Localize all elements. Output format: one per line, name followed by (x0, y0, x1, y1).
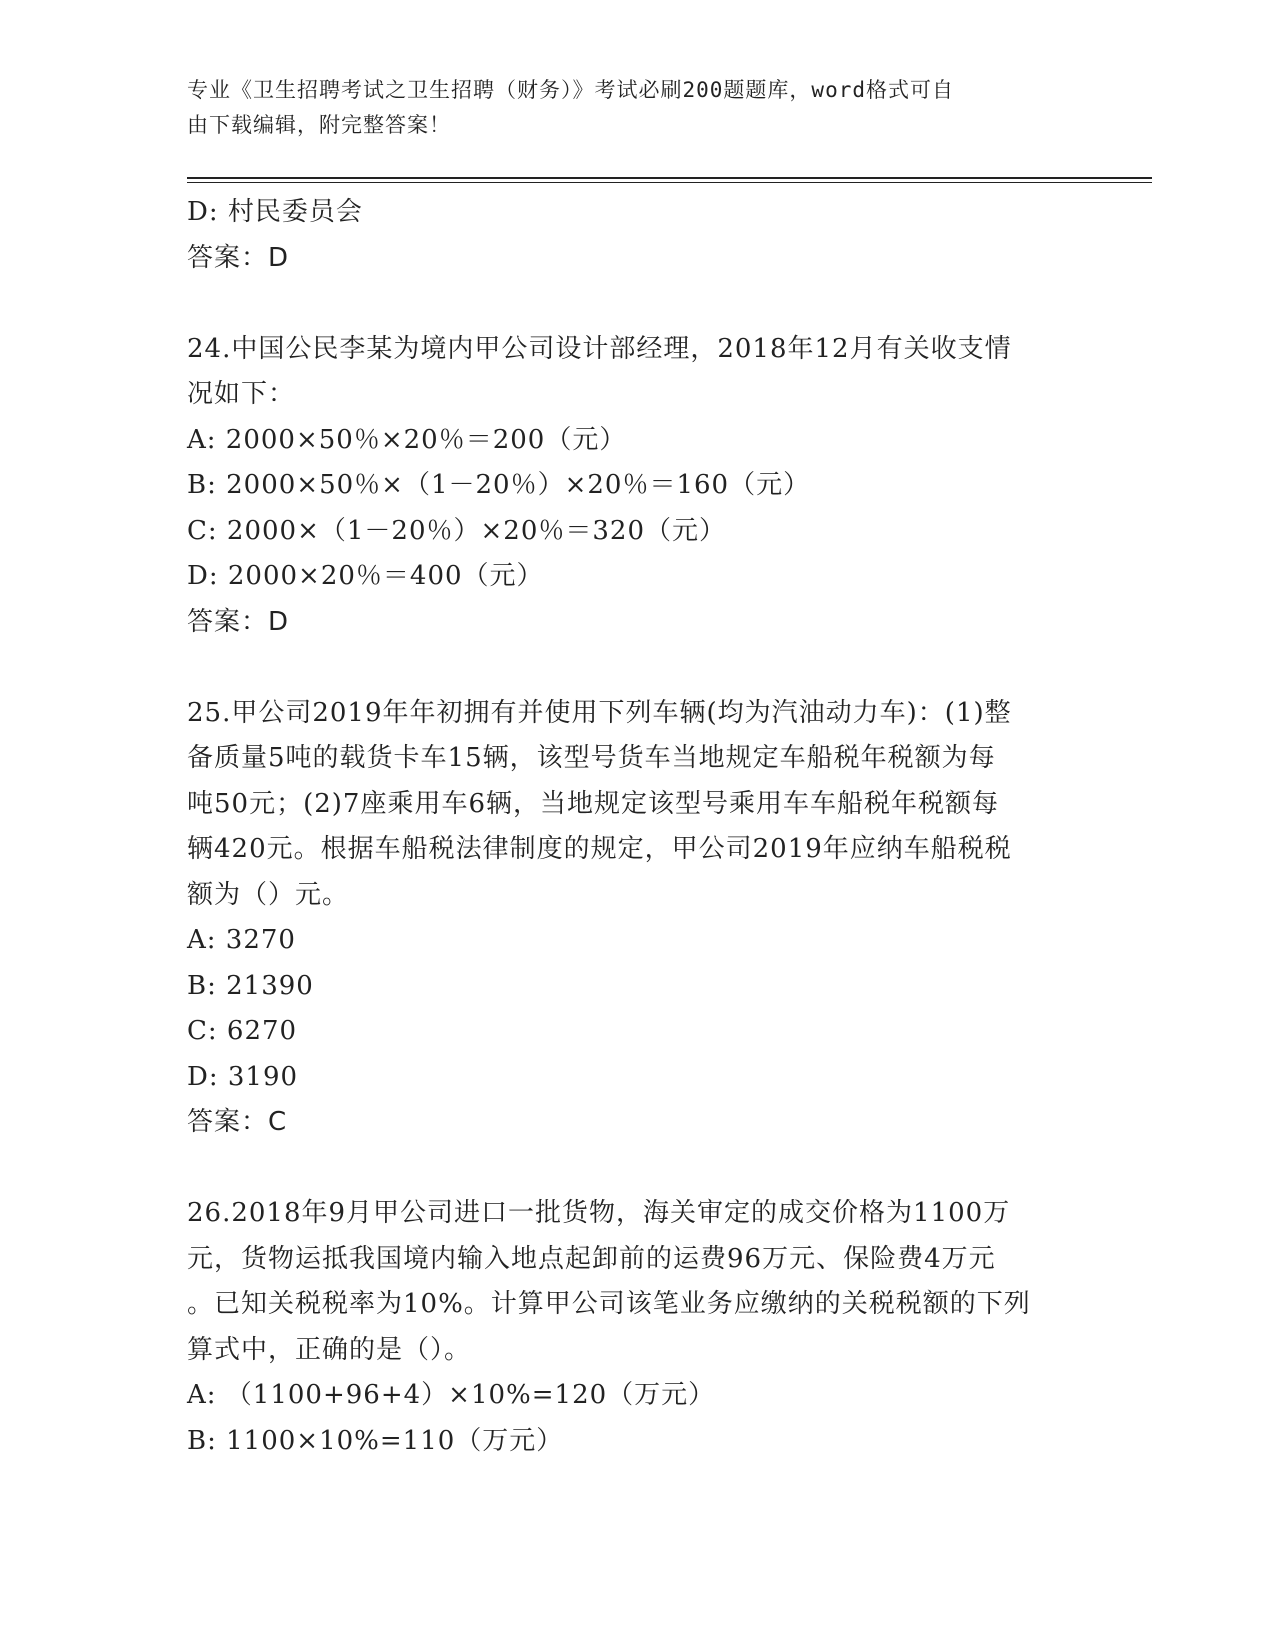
header-divider-thin (187, 182, 1152, 183)
option-c: C: 2000×（1－20％）×20％＝320（元） (187, 515, 726, 546)
question-stem-line: 24.中国公民李某为境内甲公司设计部经理，2018年12月有关收支情 (187, 333, 1012, 364)
prev-question-tail (187, 190, 1087, 281)
question-stem-line: 算式中，正确的是（）。 (187, 1334, 472, 1365)
option-a: A: 3270 (187, 925, 296, 955)
option-d: D: 3190 (187, 1061, 299, 1092)
header-line-2: 由下载编辑，附完整答案！ (187, 113, 451, 137)
question-stem-line: 25.甲公司2019年年初拥有并使用下列车辆(均为汽油动力车)：(1)整 (187, 697, 1012, 728)
answer-line: 答案：C (187, 1107, 288, 1137)
question-25 (187, 691, 1087, 1146)
question-stem-line: 。已知关税税率为10%。计算甲公司该笔业务应缴纳的关税税额的下列 (187, 1289, 1031, 1319)
question-26 (187, 1191, 1087, 1464)
question-stem-line: 26.2018年9月甲公司进口一批货物，海关审定的成交价格为1100万 (187, 1198, 1011, 1228)
question-stem-line: 备质量5吨的载货卡车15辆，该型号货车当地规定车船税年税额为每 (187, 743, 996, 773)
option-a: A: （1100+96+4）×10%=120（万元） (187, 1380, 716, 1410)
question-list (187, 190, 1087, 1464)
header-divider (187, 177, 1152, 179)
option-d: D: 村民委员会 (187, 197, 363, 227)
header-line-1: 专业《卫生招聘考试之卫生招聘（财务）》考试必刷200题题库，word格式可自 (187, 78, 954, 102)
option-a: A: 2000×50％×20％＝200（元） (187, 424, 627, 455)
question-stem-line: 吨50元；(2)7座乘用车6辆，当地规定该型号乘用车车船税年税额每 (187, 788, 999, 819)
document-header (187, 73, 1087, 143)
option-b: B: 21390 (187, 970, 314, 1001)
question-24 (187, 327, 1087, 646)
option-b: B: 1100×10%=110（万元） (187, 1425, 564, 1456)
question-stem-line: 况如下： (187, 379, 296, 409)
question-stem-line: 元，货物运抵我国境内输入地点起卸前的运费96万元、保险费4万元 (187, 1243, 996, 1274)
option-c: C: 6270 (187, 1016, 298, 1046)
option-d: D: 2000×20％＝400（元） (187, 561, 544, 591)
question-stem-line: 额为（）元。 (187, 879, 350, 910)
answer-line: 答案：D (187, 242, 290, 273)
question-stem-line: 辆420元。根据车船税法律制度的规定，甲公司2019年应纳车船税税 (187, 834, 1012, 864)
option-b: B: 2000×50％×（1－20％）×20％＝160（元） (187, 470, 811, 500)
answer-line: 答案：D (187, 606, 290, 637)
